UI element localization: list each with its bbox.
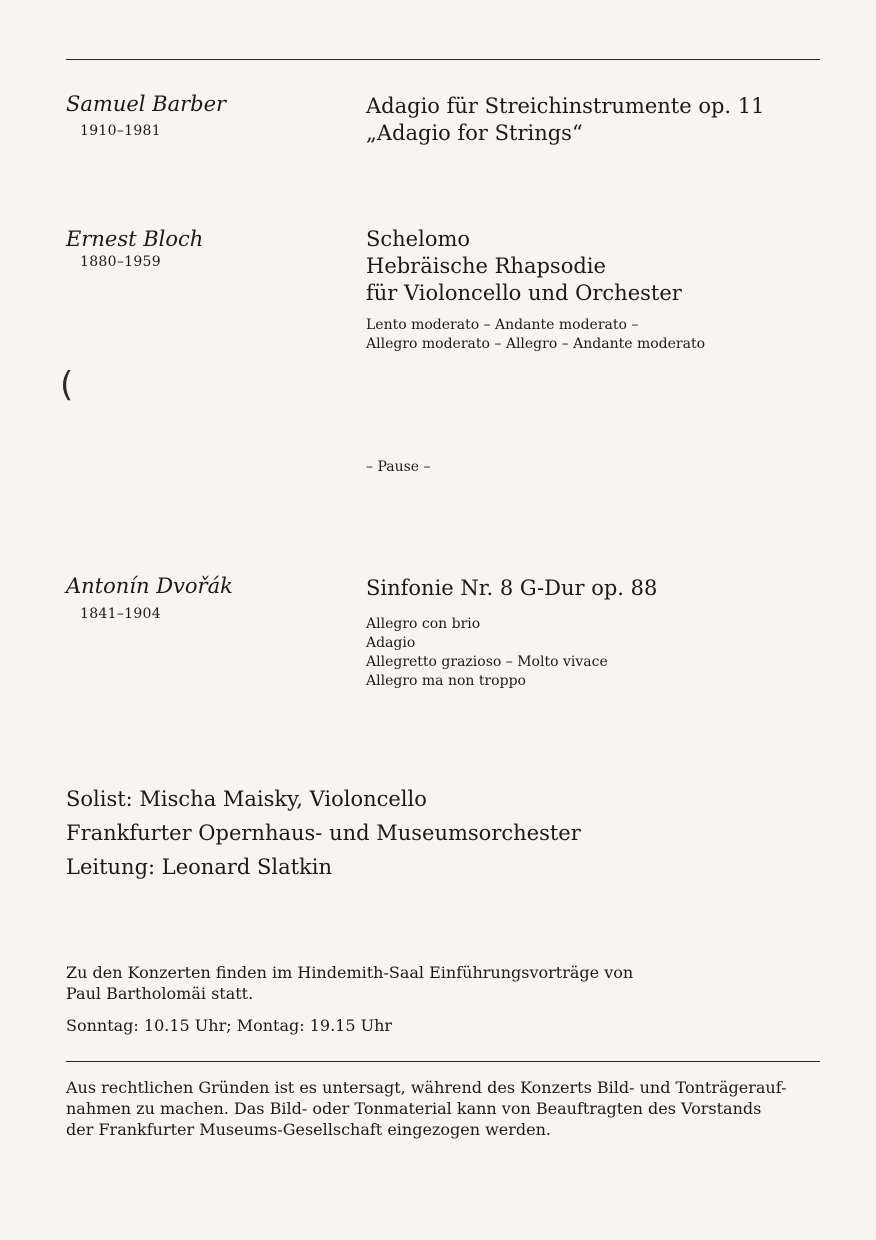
soloist-line: Solist: Mischa Maisky, Violoncello: [66, 787, 427, 811]
notice-line: Aus rechtlichen Gründen ist es untersagt, während des Konzerts Bild- und Tonträgerauf-: [66, 1078, 787, 1097]
note-line: Paul Bartholomäi statt.: [66, 984, 254, 1003]
work-title-line: Sinfonie Nr. 8 G-Dur op. 88: [366, 576, 658, 600]
work-title-line: Hebräische Rhapsodie: [366, 254, 606, 278]
talk-times: Sonntag: 10.15 Uhr; Montag: 19.15 Uhr: [66, 1016, 393, 1035]
movement-line: Adagio: [366, 635, 416, 651]
work-title: [366, 93, 765, 147]
work-title-line: Adagio für Streichinstrumente op. 11: [366, 94, 765, 118]
notice-line: nahmen zu machen. Das Bild- oder Tonmaterial kann von Beauftragten des Vorstands: [66, 1099, 762, 1118]
composer-years: 1910–1981: [80, 123, 161, 139]
composer-name: Antonín Dvořák: [66, 574, 233, 598]
composer-name: Samuel Barber: [66, 92, 227, 116]
work-title: [366, 226, 682, 307]
recording-notice: [66, 1077, 826, 1140]
composer-years: 1880–1959: [80, 254, 161, 270]
hole-punch-mark: (: [60, 365, 74, 405]
note-line: Zu den Konzerten finden im Hindemith-Saal Einführungsvorträge von: [66, 963, 634, 982]
intermission-label: – Pause –: [366, 459, 431, 475]
movement-line: Allegretto grazioso – Molto vivace: [366, 654, 608, 670]
movement-line: Allegro ma non troppo: [366, 673, 526, 689]
performers-block: [66, 782, 581, 884]
top-rule: [66, 59, 820, 60]
movement-line: Lento moderato – Andante moderato –: [366, 317, 639, 333]
work-title: [366, 575, 657, 602]
work-title-line: für Violoncello und Orchester: [366, 281, 682, 305]
movement-list: [366, 316, 705, 354]
notice-line: der Frankfurter Museums-Gesellschaft eingezogen werden.: [66, 1120, 551, 1139]
movement-line: Allegro moderato – Allegro – Andante moderato: [366, 336, 706, 352]
orchestra-line: Frankfurter Opernhaus- und Museumsorchester: [66, 821, 581, 845]
composer-years: 1841–1904: [80, 606, 161, 622]
conductor-line: Leitung: Leonard Slatkin: [66, 855, 333, 879]
work-title-line: Schelomo: [366, 227, 471, 251]
composer-name: Ernest Bloch: [66, 227, 204, 251]
bottom-rule: [66, 1061, 820, 1062]
work-title-line: „Adagio for Strings“: [366, 121, 583, 145]
movement-line: Allegro con brio: [366, 616, 481, 632]
movement-list: [366, 615, 608, 691]
pre-concert-talk-note: [66, 962, 633, 1004]
